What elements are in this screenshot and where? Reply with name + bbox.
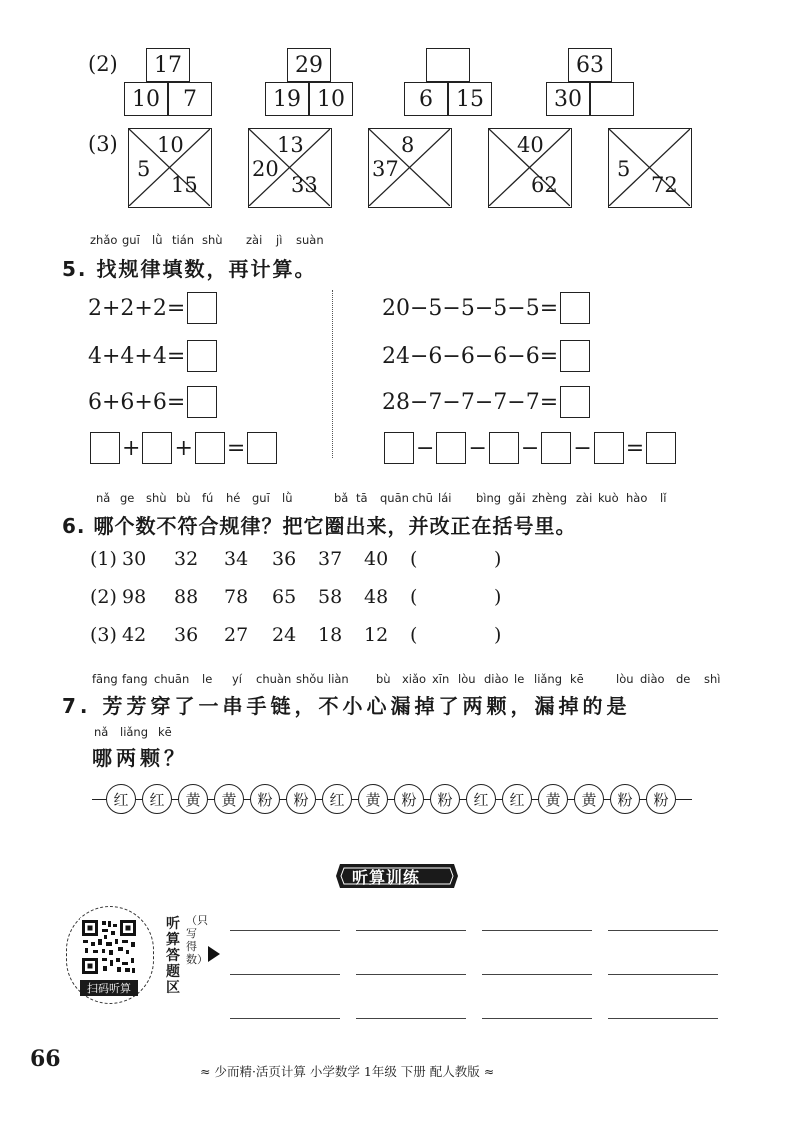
seq-number[interactable]: 18	[318, 624, 343, 646]
q5-right-eq-1	[382, 292, 592, 324]
q7-pinyin2-3: kē	[158, 725, 172, 739]
answer-box[interactable]	[560, 340, 590, 372]
square-top-number: 8	[401, 133, 415, 157]
q7-pinyin-7: shǒu	[296, 672, 324, 686]
diagonal-square-3	[368, 128, 452, 208]
answer-line[interactable]	[230, 974, 340, 975]
q6-pinyin-9: bǎ	[334, 491, 349, 505]
tower-left-box[interactable]: 6	[404, 82, 448, 116]
tower-right-box[interactable]: 15	[448, 82, 492, 116]
paren-close: )	[494, 586, 502, 608]
bead: 粉	[646, 784, 676, 814]
footer-text: ≈ 少而精·活页计算 小学数学 1年级 下册 配人教版 ≈	[200, 1064, 495, 1079]
q5-right-eq-4	[382, 432, 678, 464]
answer-box[interactable]	[436, 432, 466, 464]
seq-number[interactable]: 24	[272, 624, 297, 646]
q6-pinyin-17: zài	[576, 491, 593, 505]
answer-line[interactable]	[482, 1018, 592, 1019]
q6-pinyin-15: gǎi	[508, 491, 526, 505]
q7-pinyin-14: le	[514, 672, 525, 686]
answer-box[interactable]	[187, 292, 217, 324]
paren-close: )	[494, 548, 502, 570]
operator: −	[416, 435, 435, 461]
paren-open: (	[410, 548, 418, 570]
answer-line[interactable]	[230, 1018, 340, 1019]
equation-text: 4+4+4=	[88, 343, 186, 369]
tower-left-box[interactable]: 19	[265, 82, 309, 116]
equation-text: 2+2+2=	[88, 295, 186, 321]
q4-part3-label: (3)	[88, 132, 118, 156]
square-left-number: 5	[137, 157, 151, 181]
bead: 黄	[214, 784, 244, 814]
q7-pinyin-6: chuàn	[256, 672, 292, 686]
bead: 粉	[286, 784, 316, 814]
answer-box[interactable]	[187, 340, 217, 372]
answer-blank[interactable]	[424, 586, 492, 610]
answer-box[interactable]	[489, 432, 519, 464]
q5-pinyin-3: lǜ	[152, 233, 163, 247]
equation-text: 28−7−7−7−7=	[382, 389, 559, 415]
answer-line[interactable]	[356, 930, 466, 931]
q5-pinyin-7: jì	[276, 233, 283, 247]
triangle-right-icon	[208, 946, 220, 962]
operator: +	[174, 435, 193, 461]
answer-line[interactable]	[356, 974, 466, 975]
q5-right-eq-2	[382, 340, 592, 372]
seq-number[interactable]: 42	[122, 624, 147, 646]
bead: 粉	[430, 784, 460, 814]
q5-left-eq-1	[88, 292, 219, 324]
square-left-number: 20	[252, 157, 279, 181]
q5-pinyin-4: tián	[172, 233, 195, 247]
q6-pinyin-7: guī	[252, 491, 270, 505]
q5-pinyin-6: zài	[246, 233, 263, 247]
q7-pinyin-5: yí	[232, 672, 243, 686]
q7-pinyin-2: fang	[122, 672, 148, 686]
q7-pinyin-10: xiǎo	[402, 672, 427, 686]
diagonal-square-4	[488, 128, 572, 208]
seq-number[interactable]: 32	[174, 548, 199, 570]
q7-pinyin2-2: liǎng	[120, 725, 149, 739]
seq-number[interactable]: 37	[318, 548, 343, 570]
answer-box[interactable]	[384, 432, 414, 464]
answer-box[interactable]	[142, 432, 172, 464]
seq-number[interactable]: 58	[318, 586, 343, 608]
q5-divider	[332, 290, 333, 458]
q6-pinyin-11: quān	[380, 491, 409, 505]
answer-area-note: （只写得数）	[186, 914, 208, 966]
q7-pinyin-18: diào	[640, 672, 665, 686]
operator: −	[573, 435, 592, 461]
q6-title: 6. 哪个数不符合规律？把它圈出来，并改正在括号里。	[62, 514, 577, 538]
answer-box[interactable]	[90, 432, 120, 464]
q6-pinyin-19: hào	[626, 491, 648, 505]
answer-box[interactable]	[594, 432, 624, 464]
q6-pinyin-3: shù	[146, 491, 167, 505]
row-label: (1)	[90, 548, 117, 570]
diagonal-square-1	[128, 128, 212, 208]
answer-line[interactable]	[356, 1018, 466, 1019]
square-top-number: 40	[517, 133, 544, 157]
square-left-number: 5	[617, 157, 631, 181]
qr-code-icon[interactable]	[80, 918, 138, 976]
tower-right-box[interactable]: 10	[309, 82, 353, 116]
q7-pinyin-13: diào	[484, 672, 509, 686]
seq-number[interactable]: 48	[364, 586, 389, 608]
seq-number[interactable]: 78	[224, 586, 249, 608]
row-label: (2)	[90, 586, 117, 608]
q6-pinyin-1: nǎ	[96, 491, 111, 505]
page-number: 66	[30, 1046, 61, 1072]
bead: 红	[322, 784, 352, 814]
bead: 黄	[538, 784, 568, 814]
answer-box[interactable]	[646, 432, 676, 464]
bead: 红	[106, 784, 136, 814]
q7-pinyin-16: kē	[570, 672, 584, 686]
seq-number[interactable]: 12	[364, 624, 389, 646]
answer-line[interactable]	[482, 974, 592, 975]
operator: =	[226, 435, 246, 461]
listening-banner	[336, 860, 460, 892]
operator: −	[520, 435, 540, 461]
q7-pinyin-19: de	[676, 672, 691, 686]
q5-pinyin-2: guī	[122, 233, 140, 247]
q7-pinyin-17: lòu	[616, 672, 634, 686]
tower-top-box[interactable]: 17	[146, 48, 190, 82]
bead: 红	[502, 784, 532, 814]
q6-pinyin-16: zhèng	[532, 491, 567, 505]
q7-pinyin-20: shì	[704, 672, 721, 686]
answer-line[interactable]	[608, 974, 718, 975]
q5-pinyin-5: shù	[202, 233, 223, 247]
equation-text: 20−5−5−5−5=	[382, 295, 559, 321]
q6-pinyin-6: hé	[226, 491, 241, 505]
tower-top-box[interactable]: 29	[287, 48, 331, 82]
answer-blank[interactable]	[424, 624, 492, 648]
seq-number[interactable]: 88	[174, 586, 199, 608]
bead: 粉	[394, 784, 424, 814]
q6-pinyin-10: tā	[356, 491, 368, 505]
bead: 黄	[358, 784, 388, 814]
q6-pinyin-8: lǜ	[282, 491, 293, 505]
q5-left-eq-3	[88, 386, 219, 418]
answer-box[interactable]	[247, 432, 277, 464]
q7-pinyin-15: liǎng	[534, 672, 563, 686]
square-left-number: 37	[372, 157, 399, 181]
q7-pinyin-1: fāng	[92, 672, 118, 686]
answer-blank[interactable]	[424, 548, 492, 572]
q6-pinyin-20: lǐ	[660, 491, 667, 505]
answer-box[interactable]	[560, 386, 590, 418]
tower-top-box[interactable]: 63	[568, 48, 612, 82]
answer-line[interactable]	[608, 1018, 718, 1019]
answer-box[interactable]	[187, 386, 217, 418]
q6-pinyin-4: bù	[176, 491, 191, 505]
q6-pinyin-13: lái	[438, 491, 452, 505]
tower-top-box[interactable]	[426, 48, 470, 82]
bead: 粉	[610, 784, 640, 814]
square-bottom-number: 72	[651, 173, 678, 197]
q6-pinyin-5: fú	[202, 491, 214, 505]
bead: 红	[142, 784, 172, 814]
seq-number[interactable]: 36	[174, 624, 199, 646]
q5-pinyin-8: suàn	[296, 233, 324, 247]
q4-part2-label: (2)	[88, 52, 118, 76]
square-bottom-number: 62	[531, 173, 558, 197]
square-bottom-number: 15	[171, 173, 198, 197]
operator: −	[468, 435, 487, 461]
operator: +	[122, 435, 141, 461]
qr-caption-text: 扫码听算	[87, 982, 131, 995]
tower-left-box[interactable]: 10	[124, 82, 168, 116]
answer-line[interactable]	[608, 930, 718, 931]
q6-pinyin-14: bìng	[476, 491, 502, 505]
seq-number[interactable]: 98	[122, 586, 147, 608]
seq-number[interactable]: 65	[272, 586, 297, 608]
q7-pinyin2-1: nǎ	[94, 725, 109, 739]
q5-title: 5. 找规律填数，再计算。	[62, 257, 317, 281]
bead: 粉	[250, 784, 280, 814]
tower-right-box[interactable]: 7	[168, 82, 212, 116]
q7-pinyin-9: bù	[376, 672, 391, 686]
bead: 红	[466, 784, 496, 814]
q7-line-2: 哪两颗？	[92, 746, 188, 770]
answer-area-label: 听算答题区	[166, 916, 180, 996]
q5-left-eq-2	[88, 340, 219, 372]
q7-pinyin-4: le	[202, 672, 213, 686]
q7-pinyin-3: chuān	[154, 672, 190, 686]
seq-number[interactable]: 27	[224, 624, 249, 646]
equation-text: 6+6+6=	[88, 389, 186, 415]
equation-text: 24−6−6−6−6=	[382, 343, 559, 369]
q5-left-eq-4	[88, 432, 279, 464]
diagonal-square-2	[248, 128, 332, 208]
operator: =	[625, 435, 645, 461]
seq-number[interactable]: 34	[224, 548, 249, 570]
q7-pinyin-11: xīn	[432, 672, 450, 686]
banner-title: 听算训练	[352, 868, 421, 887]
q6-pinyin-12: chū	[412, 491, 433, 505]
diagonal-square-5	[608, 128, 692, 208]
row-label: (3)	[90, 624, 117, 646]
square-bottom-number: 33	[291, 173, 318, 197]
seq-number[interactable]: 30	[122, 548, 147, 570]
answer-line[interactable]	[230, 930, 340, 931]
answer-box[interactable]	[195, 432, 225, 464]
q6-pinyin-18: kuò	[598, 491, 619, 505]
bead: 黄	[178, 784, 208, 814]
q5-right-eq-3	[382, 386, 592, 418]
tower-right-box[interactable]	[590, 82, 634, 116]
answer-box[interactable]	[541, 432, 571, 464]
tower-left-box[interactable]: 30	[546, 82, 590, 116]
square-top-number: 13	[277, 133, 304, 157]
paren-close: )	[494, 624, 502, 646]
paren-open: (	[410, 624, 418, 646]
square-top-number: 10	[157, 133, 184, 157]
seq-number[interactable]: 36	[272, 548, 297, 570]
qr-caption	[80, 980, 138, 996]
answer-line[interactable]	[482, 930, 592, 931]
bead: 黄	[574, 784, 604, 814]
q7-line-1: 7. 芳芳穿了一串手链，不小心漏掉了两颗，漏掉的是	[62, 694, 631, 718]
q5-pinyin-1: zhǎo	[90, 233, 118, 247]
answer-box[interactable]	[560, 292, 590, 324]
seq-number[interactable]: 40	[364, 548, 389, 570]
q7-pinyin-8: liàn	[328, 672, 349, 686]
q6-pinyin-2: ge	[120, 491, 135, 505]
paren-open: (	[410, 586, 418, 608]
q7-pinyin-12: lòu	[458, 672, 476, 686]
